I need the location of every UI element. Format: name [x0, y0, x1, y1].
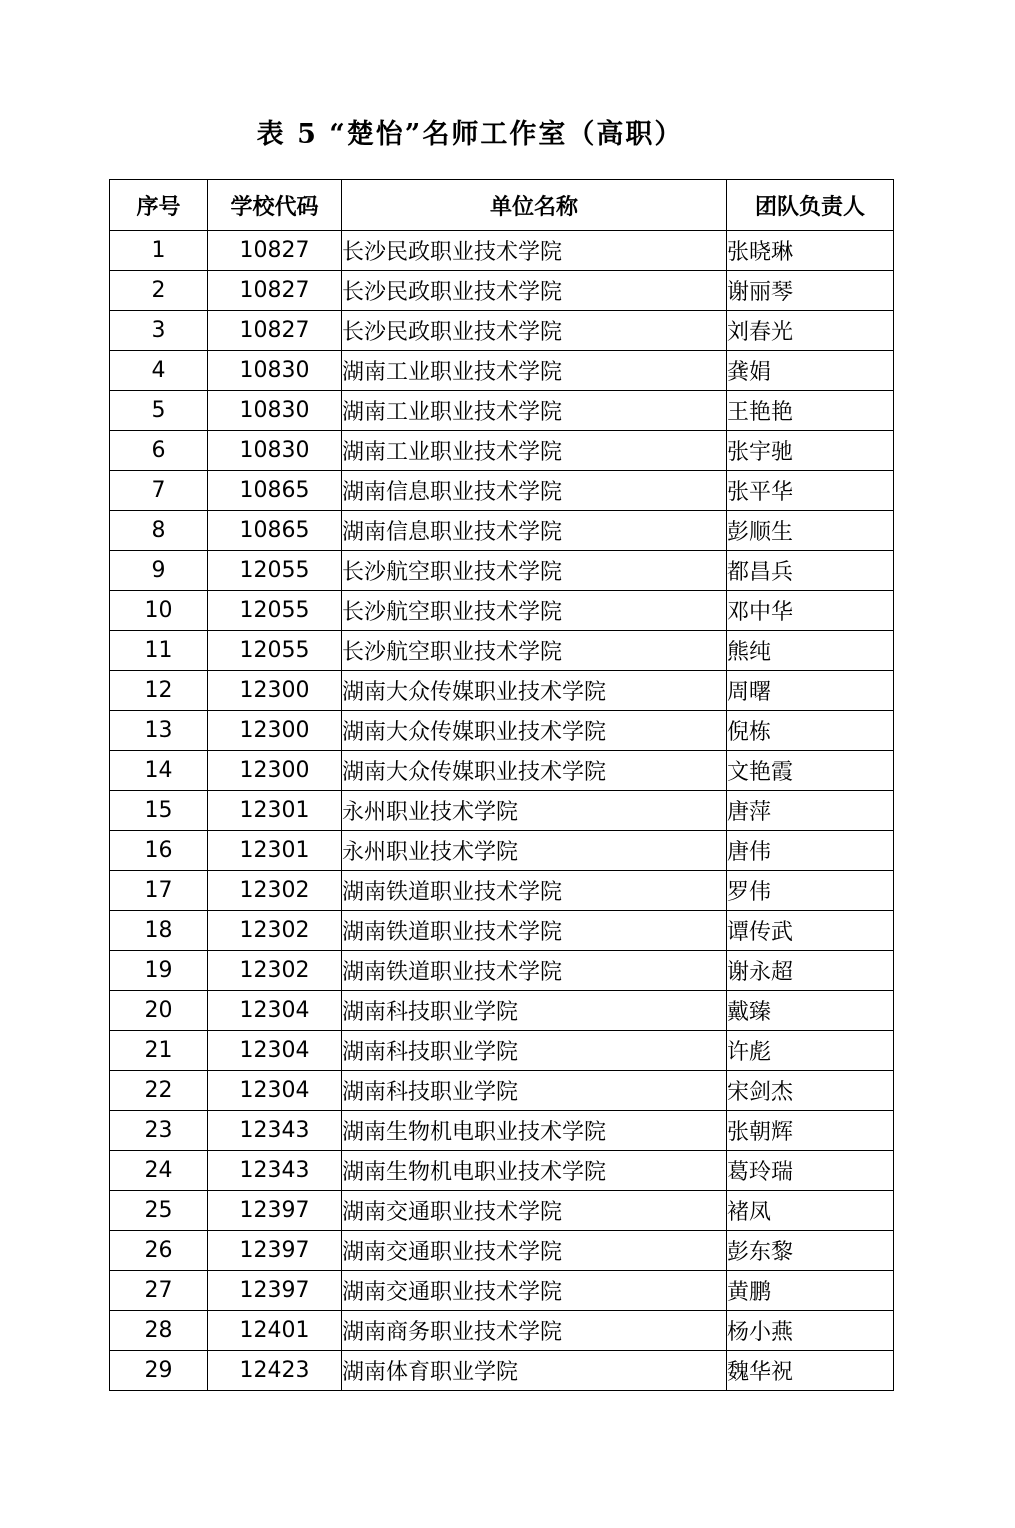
cell-team-lead: 唐伟: [727, 831, 894, 871]
cell-team-lead: 张宇驰: [727, 431, 894, 471]
cell-school-code: 12300: [208, 751, 342, 791]
cell-index: 14: [110, 751, 208, 791]
cell-index: 6: [110, 431, 208, 471]
header-school-code: 学校代码: [208, 180, 342, 231]
table-row: [110, 671, 894, 711]
cell-unit-name: 湖南大众传媒职业技术学院: [342, 751, 727, 791]
cell-team-lead: 刘春光: [727, 311, 894, 351]
table-row: [110, 1151, 894, 1191]
cell-school-code: 12301: [208, 791, 342, 831]
cell-team-lead: 唐萍: [727, 791, 894, 831]
cell-unit-name: 湖南商务职业技术学院: [342, 1311, 727, 1351]
cell-team-lead: 谢丽琴: [727, 271, 894, 311]
cell-unit-name: 湖南科技职业学院: [342, 991, 727, 1031]
cell-index: 9: [110, 551, 208, 591]
cell-index: 25: [110, 1191, 208, 1231]
table-row: [110, 471, 894, 511]
cell-team-lead: 熊纯: [727, 631, 894, 671]
cell-school-code: 12397: [208, 1191, 342, 1231]
cell-unit-name: 永州职业技术学院: [342, 791, 727, 831]
cell-index: 10: [110, 591, 208, 631]
table-row: [110, 271, 894, 311]
cell-unit-name: 湖南铁道职业技术学院: [342, 911, 727, 951]
table-row: [110, 711, 894, 751]
cell-school-code: 12055: [208, 631, 342, 671]
cell-index: 26: [110, 1231, 208, 1271]
cell-team-lead: 彭东黎: [727, 1231, 894, 1271]
cell-school-code: 12055: [208, 591, 342, 631]
cell-unit-name: 湖南交通职业技术学院: [342, 1191, 727, 1231]
cell-team-lead: 龚娟: [727, 351, 894, 391]
table-row: [110, 591, 894, 631]
cell-school-code: 10830: [208, 391, 342, 431]
cell-index: 12: [110, 671, 208, 711]
table-row: [110, 1271, 894, 1311]
cell-unit-name: 长沙民政职业技术学院: [342, 311, 727, 351]
cell-unit-name: 湖南科技职业学院: [342, 1071, 727, 1111]
header-team-lead: 团队负责人: [727, 180, 894, 231]
cell-unit-name: 湖南体育职业学院: [342, 1351, 727, 1391]
cell-school-code: 12302: [208, 951, 342, 991]
cell-team-lead: 褚凤: [727, 1191, 894, 1231]
cell-unit-name: 湖南铁道职业技术学院: [342, 951, 727, 991]
cell-index: 22: [110, 1071, 208, 1111]
cell-school-code: 12304: [208, 1031, 342, 1071]
cell-index: 1: [110, 231, 208, 271]
cell-school-code: 12304: [208, 1071, 342, 1111]
cell-unit-name: 永州职业技术学院: [342, 831, 727, 871]
table-row: [110, 831, 894, 871]
cell-school-code: 12300: [208, 671, 342, 711]
cell-unit-name: 湖南交通职业技术学院: [342, 1231, 727, 1271]
cell-index: 13: [110, 711, 208, 751]
cell-unit-name: 湖南工业职业技术学院: [342, 391, 727, 431]
table-row: [110, 951, 894, 991]
cell-index: 11: [110, 631, 208, 671]
table-row: [110, 751, 894, 791]
cell-team-lead: 魏华祝: [727, 1351, 894, 1391]
cell-school-code: 12055: [208, 551, 342, 591]
cell-unit-name: 长沙航空职业技术学院: [342, 631, 727, 671]
cell-index: 23: [110, 1111, 208, 1151]
cell-index: 3: [110, 311, 208, 351]
cell-index: 4: [110, 351, 208, 391]
table-row: [110, 311, 894, 351]
cell-unit-name: 湖南大众传媒职业技术学院: [342, 711, 727, 751]
cell-school-code: 12301: [208, 831, 342, 871]
cell-unit-name: 长沙民政职业技术学院: [342, 231, 727, 271]
table-row: [110, 1031, 894, 1071]
cell-team-lead: 谭传武: [727, 911, 894, 951]
table-header-row: [110, 180, 894, 231]
cell-index: 20: [110, 991, 208, 1031]
cell-index: 28: [110, 1311, 208, 1351]
table-row: [110, 511, 894, 551]
cell-unit-name: 湖南铁道职业技术学院: [342, 871, 727, 911]
cell-unit-name: 湖南大众传媒职业技术学院: [342, 671, 727, 711]
table-row: [110, 431, 894, 471]
cell-team-lead: 杨小燕: [727, 1311, 894, 1351]
cell-team-lead: 文艳霞: [727, 751, 894, 791]
cell-school-code: 12401: [208, 1311, 342, 1351]
cell-team-lead: 邓中华: [727, 591, 894, 631]
header-unit-name: 单位名称: [342, 180, 727, 231]
table-row: [110, 631, 894, 671]
table-row: [110, 391, 894, 431]
cell-index: 18: [110, 911, 208, 951]
cell-school-code: 10830: [208, 431, 342, 471]
cell-school-code: 10865: [208, 511, 342, 551]
cell-team-lead: 倪栋: [727, 711, 894, 751]
cell-index: 7: [110, 471, 208, 511]
cell-team-lead: 黄鹏: [727, 1271, 894, 1311]
cell-school-code: 12302: [208, 871, 342, 911]
cell-team-lead: 戴臻: [727, 991, 894, 1031]
cell-unit-name: 湖南工业职业技术学院: [342, 351, 727, 391]
table-row: [110, 1311, 894, 1351]
cell-school-code: 10827: [208, 271, 342, 311]
cell-school-code: 12300: [208, 711, 342, 751]
cell-unit-name: 湖南信息职业技术学院: [342, 471, 727, 511]
cell-team-lead: 葛玲瑞: [727, 1151, 894, 1191]
cell-unit-name: 长沙航空职业技术学院: [342, 551, 727, 591]
cell-school-code: 12302: [208, 911, 342, 951]
table-row: [110, 351, 894, 391]
cell-team-lead: 周曙: [727, 671, 894, 711]
cell-school-code: 12343: [208, 1151, 342, 1191]
cell-school-code: 12423: [208, 1351, 342, 1391]
table-row: [110, 231, 894, 271]
cell-unit-name: 长沙航空职业技术学院: [342, 591, 727, 631]
cell-team-lead: 都昌兵: [727, 551, 894, 591]
cell-team-lead: 彭顺生: [727, 511, 894, 551]
cell-team-lead: 宋剑杰: [727, 1071, 894, 1111]
cell-school-code: 10865: [208, 471, 342, 511]
cell-index: 21: [110, 1031, 208, 1071]
cell-unit-name: 湖南科技职业学院: [342, 1031, 727, 1071]
cell-team-lead: 张晓琳: [727, 231, 894, 271]
cell-index: 15: [110, 791, 208, 831]
cell-unit-name: 湖南信息职业技术学院: [342, 511, 727, 551]
cell-school-code: 10827: [208, 231, 342, 271]
cell-team-lead: 张平华: [727, 471, 894, 511]
cell-index: 24: [110, 1151, 208, 1191]
cell-index: 17: [110, 871, 208, 911]
page-title: 表 5 “楚怡”名师工作室（高职）: [256, 119, 684, 150]
cell-team-lead: 张朝辉: [727, 1111, 894, 1151]
cell-index: 16: [110, 831, 208, 871]
table-row: [110, 1111, 894, 1151]
cell-index: 19: [110, 951, 208, 991]
cell-team-lead: 许彪: [727, 1031, 894, 1071]
cell-index: 8: [110, 511, 208, 551]
cell-school-code: 10827: [208, 311, 342, 351]
cell-unit-name: 湖南生物机电职业技术学院: [342, 1111, 727, 1151]
cell-team-lead: 王艳艳: [727, 391, 894, 431]
header-index: 序号: [110, 180, 208, 231]
table-row: [110, 991, 894, 1031]
cell-unit-name: 长沙民政职业技术学院: [342, 271, 727, 311]
cell-unit-name: 湖南工业职业技术学院: [342, 431, 727, 471]
cell-index: 2: [110, 271, 208, 311]
cell-unit-name: 湖南交通职业技术学院: [342, 1271, 727, 1311]
cell-team-lead: 罗伟: [727, 871, 894, 911]
cell-school-code: 10830: [208, 351, 342, 391]
cell-school-code: 12343: [208, 1111, 342, 1151]
table-row: [110, 791, 894, 831]
table-row: [110, 911, 894, 951]
cell-school-code: 12304: [208, 991, 342, 1031]
studio-table: [109, 179, 894, 1391]
cell-index: 5: [110, 391, 208, 431]
table-row: [110, 871, 894, 911]
cell-school-code: 12397: [208, 1271, 342, 1311]
cell-team-lead: 谢永超: [727, 951, 894, 991]
table-row: [110, 1351, 894, 1391]
table-row: [110, 1071, 894, 1111]
table-row: [110, 1231, 894, 1271]
cell-school-code: 12397: [208, 1231, 342, 1271]
cell-index: 27: [110, 1271, 208, 1311]
table-row: [110, 1191, 894, 1231]
table-row: [110, 551, 894, 591]
table-body: [110, 231, 894, 1391]
cell-unit-name: 湖南生物机电职业技术学院: [342, 1151, 727, 1191]
cell-index: 29: [110, 1351, 208, 1391]
